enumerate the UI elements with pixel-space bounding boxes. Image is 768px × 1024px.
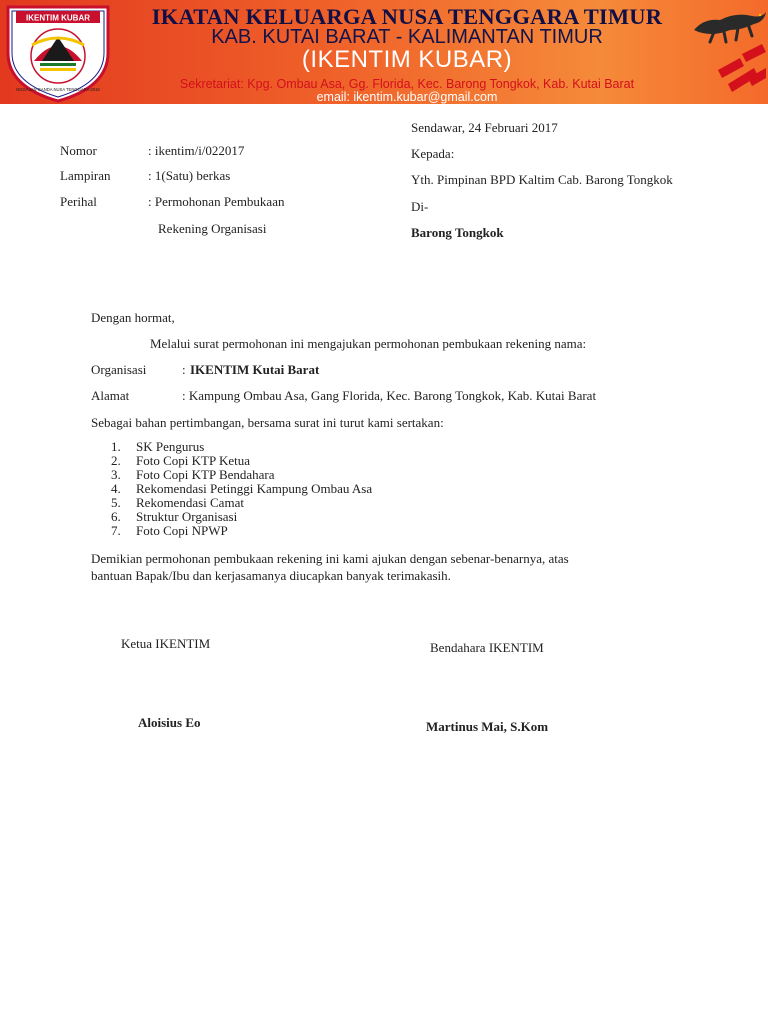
address-value: : Kampung Ombau Asa, Gang Florida, Kec. Barong Tongkok, Kab. Kutai Barat [182, 388, 597, 403]
attachments-intro: Sebagai bahan pertimbangan, bersama surat ini turut kami sertakan: [91, 415, 444, 430]
organization-label: Organisasi [91, 362, 147, 377]
lampiran-value: : 1(Satu) berkas [148, 168, 231, 183]
attachment-list [111, 440, 372, 538]
list-item-text: Foto Copi KTP Ketua [136, 453, 250, 468]
list-item-text: Struktur Organisasi [136, 509, 238, 524]
organization-value: IKENTIM Kutai Barat [190, 362, 320, 377]
salutation: Dengan hormat, [91, 310, 175, 325]
komodo-dragon-icon [690, 0, 768, 46]
list-item-number: 1. [111, 439, 121, 454]
closing-line-2: bantuan Bapak/Ibu dan kerjasamanya diucapkan banyak terimakasih. [91, 568, 451, 583]
list-item [111, 496, 372, 510]
list-item-number: 5. [111, 495, 121, 510]
closing-line-1: Demikian permohonan pembukaan rekening ini kami ajukan dengan sebenar-benarnya, atas [91, 551, 569, 566]
address-label: Alamat [91, 388, 130, 403]
org-abbreviation: (IKENTIM KUBAR) [301, 46, 513, 73]
list-item [111, 510, 372, 524]
signature-left-name: Aloisius Eo [138, 715, 201, 730]
list-item-text: Foto Copi KTP Bendahara [136, 467, 275, 482]
di-label: Di- [411, 199, 429, 214]
kepada-label: Kepada: [411, 146, 455, 161]
red-emblem-icon [714, 44, 768, 94]
signature-right-title: Bendahara IKENTIM [430, 640, 544, 655]
list-item [111, 468, 372, 482]
list-item-text: Foto Copi NPWP [136, 523, 228, 538]
perihal-label: Perihal [60, 194, 97, 209]
list-item-number: 6. [111, 509, 121, 524]
logo-motto-text: NGGAJAN GANDA NUSA TENGGARA 2016 [16, 87, 100, 92]
org-email: email: ikentim.kubar@gmail.com [316, 90, 498, 104]
list-item [111, 440, 372, 454]
list-item-text: SK Pengurus [136, 439, 205, 454]
letter-date: Sendawar, 24 Februari 2017 [411, 120, 558, 135]
signature-left-title: Ketua IKENTIM [121, 636, 211, 651]
ikentim-shield-icon [2, 1, 114, 103]
list-item [111, 524, 372, 538]
nomor-value: : ikentim/i/022017 [148, 143, 245, 158]
perihal-value-line2: Rekening Organisasi [158, 221, 267, 236]
list-item-number: 2. [111, 453, 121, 468]
perihal-value: : Permohonan Pembukaan [148, 194, 285, 209]
list-item-text: Rekomendasi Camat [136, 495, 244, 510]
secretariat-address: Sekretariat: Kpg. Ombau Asa, Gg. Florida, Kec. Barong Tongkok, Kab. Kutai Barat [179, 77, 635, 91]
list-item-number: 7. [111, 523, 121, 538]
list-item [111, 482, 372, 496]
lampiran-label: Lampiran [60, 168, 111, 183]
recipient-place: Barong Tongkok [411, 225, 504, 240]
letterhead-banner [0, 0, 768, 104]
org-name: IKATAN KELUARGA NUSA TENGGARA TIMUR [151, 4, 663, 29]
signature-right-name: Martinus Mai, S.Kom [426, 719, 549, 734]
ikentim-logo [2, 1, 114, 103]
logo-title-text: IKENTIM KUBAR [26, 13, 90, 23]
org-region: KAB. KUTAI BARAT - KALIMANTAN TIMUR [211, 26, 603, 48]
organization-colon: : [182, 362, 186, 377]
list-item [111, 454, 372, 468]
list-item-number: 4. [111, 481, 121, 496]
intro-paragraph: Melalui surat permohonan ini mengajukan permohonan pembukaan rekening nama: [150, 336, 587, 351]
addressee: Yth. Pimpinan BPD Kaltim Cab. Barong Tongkok [411, 172, 673, 187]
nomor-label: Nomor [60, 143, 97, 158]
list-item-text: Rekomendasi Petinggi Kampung Ombau Asa [136, 481, 373, 496]
list-item-number: 3. [111, 467, 121, 482]
